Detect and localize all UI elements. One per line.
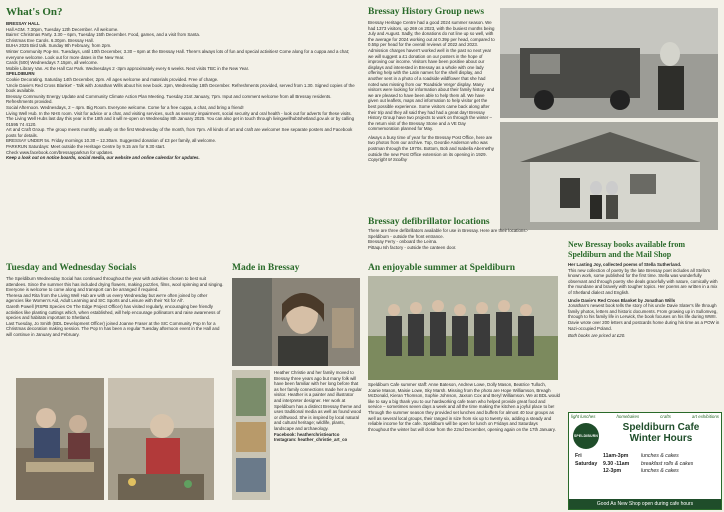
cafe-time: 9.30 -11am <box>603 460 630 467</box>
history-title: Bressay History Group news <box>368 7 485 17</box>
summer-body <box>368 382 560 508</box>
socials-paragraph: Gareth Powell (RSPB Species On The Edge Project Officer) has visited regularly, encouraging bee friendly activities like planting cuttings which, when established, will help encourage pollinators and raise awareness of species and habitats important to Shetland. <box>6 303 221 321</box>
made-in-bressay-title: Made in Bressay <box>232 263 300 273</box>
book-title: Her Lasting Joy, collected poems of Stella Sutherland. <box>568 262 682 267</box>
event-item: Living Well Hub. In the NHS room. Visit for advice or a chat, and visiting services, such as sensory impairment, social security and oral health - look out for adverts for these visits. The Living Well Hubs last day this year is the 18th and it will re-open on Wednesday 8th January 2025. You can also get in touch through livingwellhubtshetland.gov.uk or by calling 01595 74 4120. <box>6 110 355 127</box>
book-title: Uncle Davie's Red Cross Blanket by Jonathan Wills <box>568 297 676 303</box>
cafe-tag: light lunches <box>571 414 596 419</box>
event-item: PARKRUN Saturdays: Meet outside the Heritage Centre by 9.15 am for 9.30 start. <box>6 144 166 150</box>
whats-on-section <box>6 6 358 254</box>
defibrillator-location: Bressay Ferry - onboard the Leirna. <box>368 239 438 245</box>
event-item: Bressay Community Energy Update and Community Climate Action Plan Meeting. Tuesday 21st January, 7pm. Input and comment welcome from all Bressay residents. Refreshments provided. <box>6 93 332 105</box>
history-section <box>368 6 496 236</box>
photo-christmas-decorations <box>108 378 214 500</box>
cafe-hours-row <box>575 461 717 469</box>
made-in-bressay-body <box>274 370 362 502</box>
photo-artwork <box>232 370 270 500</box>
cafe-desc: lunches & cakes <box>641 468 679 474</box>
books-section <box>568 240 720 410</box>
defibrillator-title: Bressay defibrillator locations <box>368 217 490 227</box>
cafe-hours-banner <box>568 412 722 510</box>
defibrillator-location: Pittaqu Ish factory - outside the canteen door. <box>368 244 457 250</box>
cafe-hours-row <box>575 468 717 476</box>
cafe-day: Saturday <box>575 460 598 467</box>
history-body-archive: Always a busy time of year for the Bressay Post Office, here are two photos from our archive. Top, Geordie Anderson who was postman through the 1970s. Bottom, Bob and Isabella Abernethy outside the new Post Office extension on its opening in 1929. <box>368 134 494 157</box>
section-heading-bressay-hall: BRESSAY HALL <box>6 21 40 26</box>
notice-reminder: Keep a look out on notice boards, social media, our website and online calendar for updates. <box>6 155 200 161</box>
event-item: Christmas Eve Carols. 6.30pm. Bressay Hall. <box>6 37 94 43</box>
cafe-tags <box>569 413 721 421</box>
cafe-logo-text: SPELDIBURN <box>573 434 599 438</box>
event-item: Bairns' Christmas Party. 3.30 – 6pm, Tuesday 15th December. Food, games, and a visit from Santa. <box>6 32 201 38</box>
cafe-desc: lunches & cakes <box>641 453 679 459</box>
cafe-tag: crafts <box>660 414 671 419</box>
event-item: Art and Craft Group. The group meets monthly, usually on the first Wednesday of the month, from 7pm. All kinds of art and craft are welcome! See separate posters and Facebook posts for details. <box>6 127 353 138</box>
book-description: Jonathan's newest book tells the story of his uncle Davie Slater's life through family photos, letters and historic documents. From growing up in Sullomveg, through to his family life in Lerwick, the book focuses on his life during WWII. Davie wrote over 200 letters and postcards home during his time as a POW in Nazi-occupied Poland. <box>568 303 720 331</box>
photo-credit: Copyright M Scollay <box>368 157 408 163</box>
event-item: Cards (500) Wednesdays 7.15pm, all welcome. <box>6 60 99 66</box>
socials-paragraph: Last Tuesday, Jo Smith (BDL Development Officer) joined Joanne Fraser at the SIC Community Pop In for a Christmas decoration making session. The Pop In has been a regular Tuesday afternoon event in the Hall and will continue in January and February. <box>6 320 220 337</box>
socials-paragraph: The Speldiburn Wednesday Social has continued throughout the year with activities chosen to best suit attendees. Since the summer this has included drying flowers, making pozzles, films, wool spinning and singing. Everyone is welcome to come along and transport can be arranged if required. <box>6 276 224 293</box>
whats-on-list <box>6 21 358 161</box>
cafe-day: Fri <box>575 453 582 459</box>
cafe-tag: homebakes <box>616 414 640 419</box>
cafe-hours-title: Speldiburn Cafe <box>622 422 700 433</box>
cafe-hours-subtitle: Winter Hours <box>629 433 693 444</box>
photo-post-office-1929 <box>500 122 718 230</box>
cafe-tag: art exhibitions <box>691 414 719 419</box>
event-item: Cookie Decorating. Saturday 14th December, 2pm. All ages welcome and materials provided. Free of charge. <box>6 76 219 82</box>
photo-cafe-staff <box>368 276 558 380</box>
event-item: 'Uncle Davie's Red Cross Blanket' - Talk with Jonathan Wills about his new book. 2pm, Wednesday 18th December. Refreshments provided, served from 1.30. Signed copies of the book available. <box>6 82 355 94</box>
cafe-footer: Good As New Shop open during cafe hours <box>569 499 721 509</box>
book-description: This new collection of poetry by the late Bressay poet includes all Stella's known work, some published for the first time. Stella was wonderfully observant and through poetry she deals gracefully with nature, comically with the mundane and bravely with tougher topics. Her poems are written in a mix of Shetland dialect and English. <box>568 267 718 295</box>
instagram-link[interactable]: Instagram: heather_christie_art_co <box>274 437 348 443</box>
summer-title: An enjoyable summer at Speldiburn <box>368 263 516 273</box>
parkrun-link[interactable]: Check www.facebook.com/bressayparkrun for updates. <box>6 149 114 155</box>
defibrillator-location: Speldiburn - outside the front entrance. <box>368 233 444 239</box>
cafe-time: 12-3pm <box>603 468 622 474</box>
cafe-day <box>575 468 603 476</box>
photo-heather-christie <box>232 278 360 366</box>
photo-craft-session <box>16 378 104 500</box>
cafe-hours-row <box>575 453 717 461</box>
summer-section <box>368 262 560 276</box>
facebook-link[interactable]: Facebook: heatherchristieartco <box>274 431 340 437</box>
event-item: Mobile Library Van. At the Hall Car Park. Wednesdays 2 -3pm approximately every 6 weeks. Next visits TBC in the New Year. <box>6 65 250 71</box>
event-item: Hall AGM. 7.30pm, Tuesday 12th December. All welcome. <box>6 26 119 32</box>
cafe-desc: breakfast rolls & cakes <box>641 460 694 467</box>
books-title: New Bressay books available from Speldiburn and the Mail Shop <box>568 240 686 259</box>
event-item: BUHA 2025 Bird talk. Sunday 9th February, from 2pm. <box>6 43 112 49</box>
cafe-hours-table <box>575 453 717 476</box>
socials-paragraph: Theresa and Rita from the Living Well Hub are with us every Wednesday but we're often joined by other agencies like Women's Aid, Adult Learning and SIC Sports and Leisure with their 'Kit for All'. <box>6 292 208 304</box>
cafe-time: 11am-3pm <box>603 453 629 459</box>
defibrillator-section <box>368 216 568 262</box>
socials-section <box>6 262 224 374</box>
socials-title: Tuesday and Wednesday Socials <box>6 263 137 273</box>
event-item: Social Afternoon. Wednesdays, 2 – 4pm. Big Room. Everyone welcome. Come for a free cuppa, a chat, and bring a friend! <box>6 104 244 110</box>
photo-postman-van <box>500 8 718 118</box>
made-in-bressay-text: Heather Christie and her family moved to Bressay three years ago but many folk will have been familiar with her long before that as her family connections made her a regular visitor. Heather is a painter and illustrator and interpreter designer. Her work at Speldiburn has a distinct Bressay theme and uses traditional media as well as found wood or driftwood. She is inspired by local natural and cultural heritage; wildlife, plants, landscape and archaeology. <box>274 370 362 431</box>
event-item: BRESSAY UNDER 5s. Friday mornings 10.30 – 12.30am. Suggested donation of £3 per family, all welcome. <box>6 138 217 144</box>
section-heading-speldiburn: SPELDIBURN <box>6 71 35 77</box>
book-price: Both books are priced at £20. <box>568 333 626 339</box>
history-body: Bressay Heritage Centre had a good 2024 summer season. We had 1373 visitors, up 269 on 2023, with the busiest months being July and August. Sadly, the donations do not line up so well, with the average for 2024 working out at 0.39p per head, compared to 0.55p per head for the overall reviews of 2022 and 2023. Admission charges haven't worked well in the past so next year we will suggest a £1 donation on our posters in the hope of improving our income. Visitors have been positive about our displays and interested in Bressay as a whole with one lady offering help with the Latin names for the shell display, and another sent in a photo of a roadside wildflower that she had noted was missing from our 'Roadside Verge' display. Many visitors were looking for information about their family history and we are pleased to have been able to help them all. We have given out leaflets, maps and information to help visitor get the best possible experience. Some visitors came back along after their trip and they all said they had had a great day! Bressay History Group have two projects to work on through the winter – the return visit of the Bressay Stone and a VE Day commemoration planned for May. <box>368 20 495 132</box>
event-item: Winter Community Pop-Ins. Tuesdays, until 10th December, 3.30 – 6pm at the Bressay Hall. There's always lots of fun and special activities! Come along for a cuppa and a chat; everyone welcome. Look out for more dates in the New Year. <box>6 48 350 60</box>
cafe-logo <box>573 423 599 449</box>
summer-text: Speldiburn Cafe summer staff: Anne Bateson, Andrew Lowe, Dolly Mason, Beatrice Tulloch, Joanie Mason, Maisie Lowe, Sky Marsh. Missing from the photo are Hope Williamson, Breagh McDonald, Kieran Thomson, Sophie Johnson, Jaxson Cox and Beryl Williamson. We at BDL would like to say a big thank you to our hardworking cafe team who helped provide great food and service – sometimes seven days a week and all the time making the kitchen a joyful place to be! Through the summer season they provided set lunches and buffets for almost 40 tour groups as well as several local groups, their ranged in size from six up to twenty six, adding a steady and reliable income for the cafe. Speldiburn will be open for lunch on Fridays and Saturdays throughout the winter but will close from the 22nd December, opening again on the 17th January. <box>368 382 560 432</box>
whats-on-title: What's On? <box>6 6 63 18</box>
defibrillator-intro: There are three defibrillators available for use in Bressay. Here are their locations:- <box>368 228 529 233</box>
